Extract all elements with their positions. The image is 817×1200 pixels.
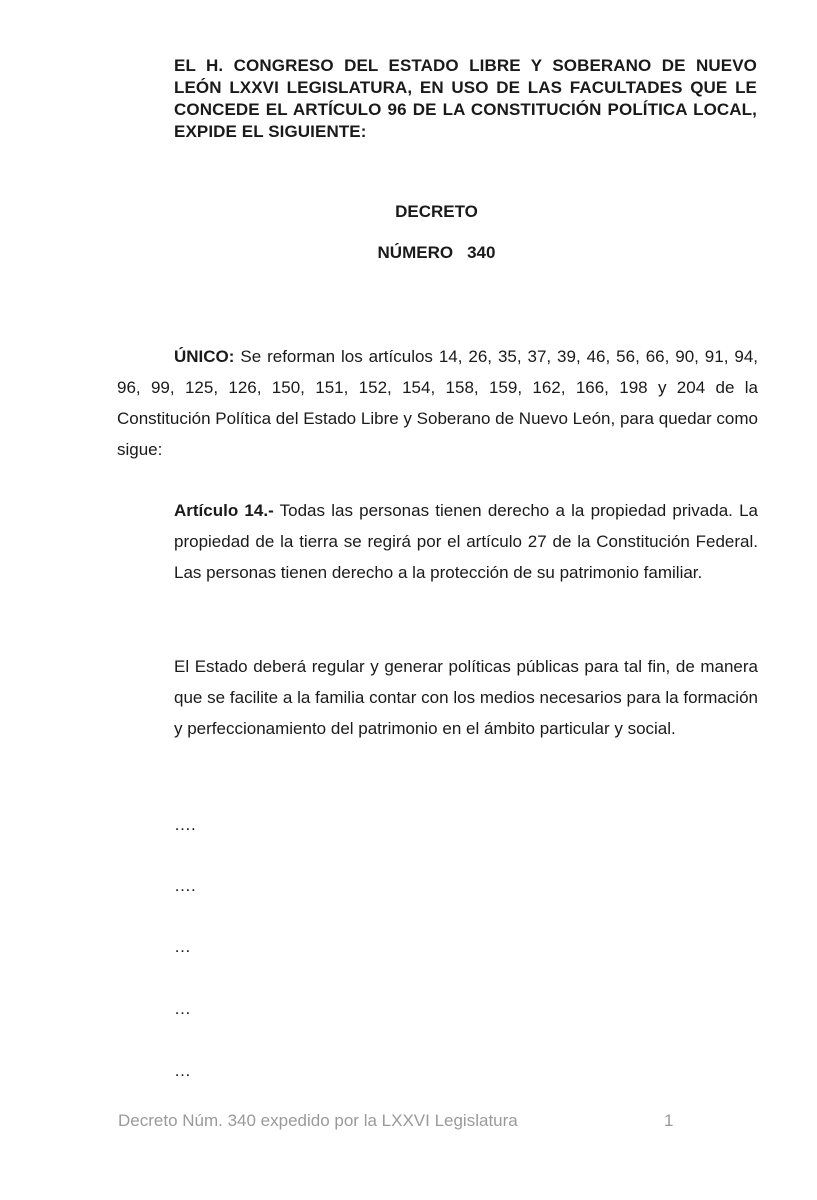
omitted-paragraph-marker: … <box>174 1061 191 1080</box>
omitted-paragraph-marker: …. <box>174 876 196 895</box>
decree-title: DECRETO <box>395 202 478 221</box>
footer-text: Decreto Núm. 340 expedido por la LXXVI Legislatura <box>118 1111 518 1130</box>
page-number: 1 <box>664 1111 674 1130</box>
article-14-paragraph <box>174 495 758 588</box>
unico-paragraph <box>117 341 758 465</box>
omitted-paragraph-marker: …. <box>174 815 196 834</box>
omitted-paragraph-marker: … <box>174 999 191 1018</box>
unico-text: Se reforman los artículos 14, 26, 35, 37, 39, 46, 56, 66, 90, 91, 94, 96, 99, 125, 126, 150, 151, 152, 154, 158, 159, 162, 166, 198 y 204 de la Constitución Política del Estado Libre y Soberano de Nuevo León, para quedar como sigue: <box>117 347 758 459</box>
article-14-label: Artículo 14.- <box>174 501 274 520</box>
article-14-text: Todas las personas tienen derecho a la propiedad privada. La propiedad de la tierra se regirá por el artículo 27 de la Constitución Federal. Las personas tienen derecho a la protección de su patrimonio familiar. <box>174 501 758 582</box>
article-14-paragraph-2: El Estado deberá regular y generar políticas públicas para tal fin, de manera que se facilite a la familia contar con los medios necesarios para la formación y perfeccionamiento del patrimonio en el ámbito particular y social. <box>174 657 758 738</box>
decree-number-label: NÚMERO <box>377 243 454 262</box>
omitted-paragraph-marker: … <box>174 937 191 956</box>
decree-number-value: 340 <box>467 243 496 262</box>
preamble-heading: EL H. CONGRESO DEL ESTADO LIBRE Y SOBERANO DE NUEVO LEÓN LXXVI LEGISLATURA, EN USO DE LAS FACULTADES QUE LE CONCEDE EL ARTÍCULO 96 DE LA CONSTITUCIÓN POLÍTICA LOCAL, EXPIDE EL SIGUIENTE: <box>174 56 757 141</box>
unico-label: ÚNICO: <box>174 347 235 366</box>
decree-number <box>28 243 817 263</box>
